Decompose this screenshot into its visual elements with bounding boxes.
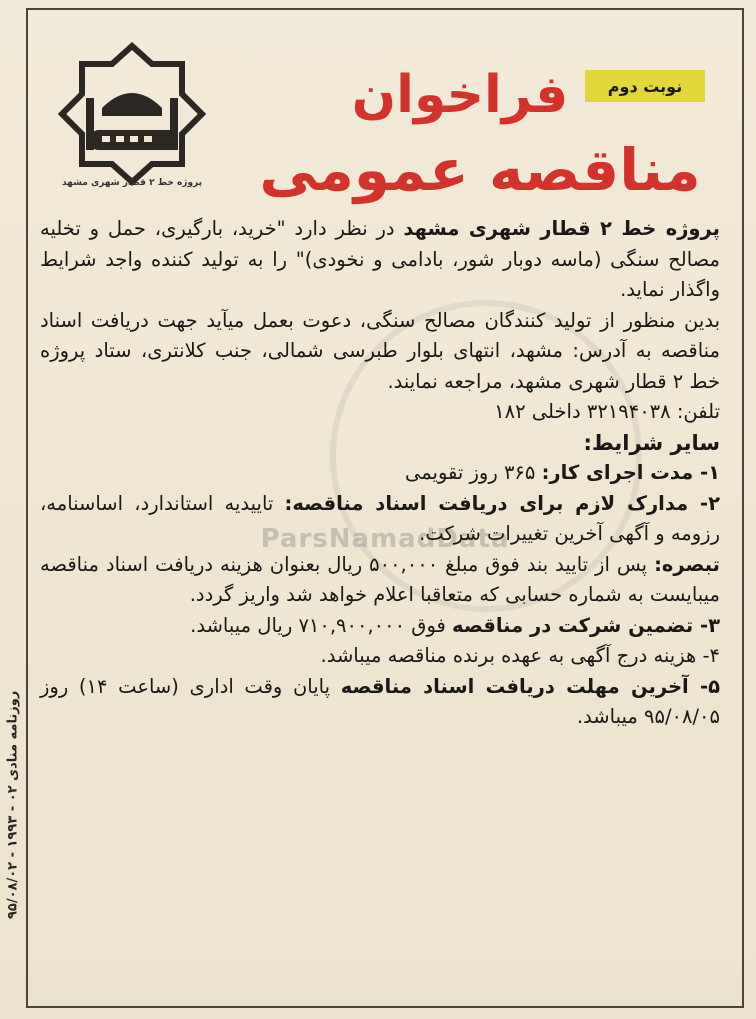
condition-item-3-label: ۳- تضمین شرکت در مناقصه: [452, 613, 720, 637]
second-round-badge: نوبت دوم: [585, 70, 705, 102]
watermark-text: ParsNamadData: [260, 524, 510, 554]
conditions-heading: سایر شرایط:: [583, 430, 720, 455]
condition-item-5: [40, 672, 720, 733]
invite-paragraph: بدین منظور از تولید کنندگان مصالح سنگی، دعوت بعمل میآید جهت دریافت اسناد مناقصه به آدرس: مشهد، انتهای بلوار طبرسی شمالی، جنب کلانتری، ستاد پروژه خط ۲ قطار شهری مشهد، مراجعه نمایند.: [40, 308, 720, 393]
ad-body: [40, 214, 720, 733]
phone-line: تلفن: ۳۲۱۹۴۰۳۸ داخلی ۱۸۲: [494, 400, 720, 423]
condition-item-3-text: فوق ۷۱۰,۹۰۰,۰۰۰ ریال میباشد.: [190, 613, 453, 637]
condition-item-5-label: ۵- آخرین مهلت دریافت اسناد مناقصه: [340, 674, 720, 698]
logo-caption: پروژه خط ۲ قطار شهری مشهد: [61, 178, 203, 188]
newspaper-margin-note: روزنامه منادی ۰۲ - ۱۹۹۳ - ۹۵/۰۸/۰۲: [5, 690, 21, 920]
condition-item-1-label: ۱- مدت اجرای کار:: [541, 461, 720, 484]
intro-org: پروژه خط ۲ قطار شهری مشهد: [403, 217, 721, 240]
condition-item-2-label: ۲- مدارک لازم برای دریافت اسناد مناقصه:: [284, 491, 720, 515]
intro-text: در نظر دارد "خرید، بارگیری، حمل و تخلیه مصالح سنگی (ماسه دوبار شور، بادامی و نخودی)" را به تولید کننده واجد شرایط واگذار نماید.: [40, 217, 720, 301]
intro-paragraph: [40, 214, 720, 306]
condition-item-1: [40, 458, 720, 489]
condition-item-2: [40, 489, 720, 550]
metro-logo-icon: [52, 38, 212, 198]
condition-item-2-text: تاییدیه استاندارد، اساسنامه، رزومه و آگهی آخرین تغییرات شرکت.: [40, 491, 720, 545]
title-call: فراخوان: [351, 65, 569, 125]
condition-item-4: ۴- هزینه درج آگهی به عهده برنده مناقصه میباشد.: [320, 644, 720, 667]
condition-item-5-text: پایان وقت اداری (ساعت ۱۴) روز ۹۵/۰۸/۰۵ میباشد.: [40, 674, 720, 728]
condition-note-text: پس از تایید بند فوق مبلغ ۵۰۰,۰۰۰ ریال بعنوان هزینه دریافت اسناد مناقصه میبایست به شماره حسابی که متعاقبا اعلام خواهد شد واریز گردد.: [40, 552, 720, 606]
condition-item-1-text: ۳۶۵ روز تقویمی: [404, 461, 542, 484]
condition-item-3: [40, 611, 720, 642]
title-public-tender: مناقصه عمومی: [259, 136, 701, 204]
condition-note-label: تبصره:: [654, 552, 720, 576]
condition-note: [40, 550, 720, 611]
